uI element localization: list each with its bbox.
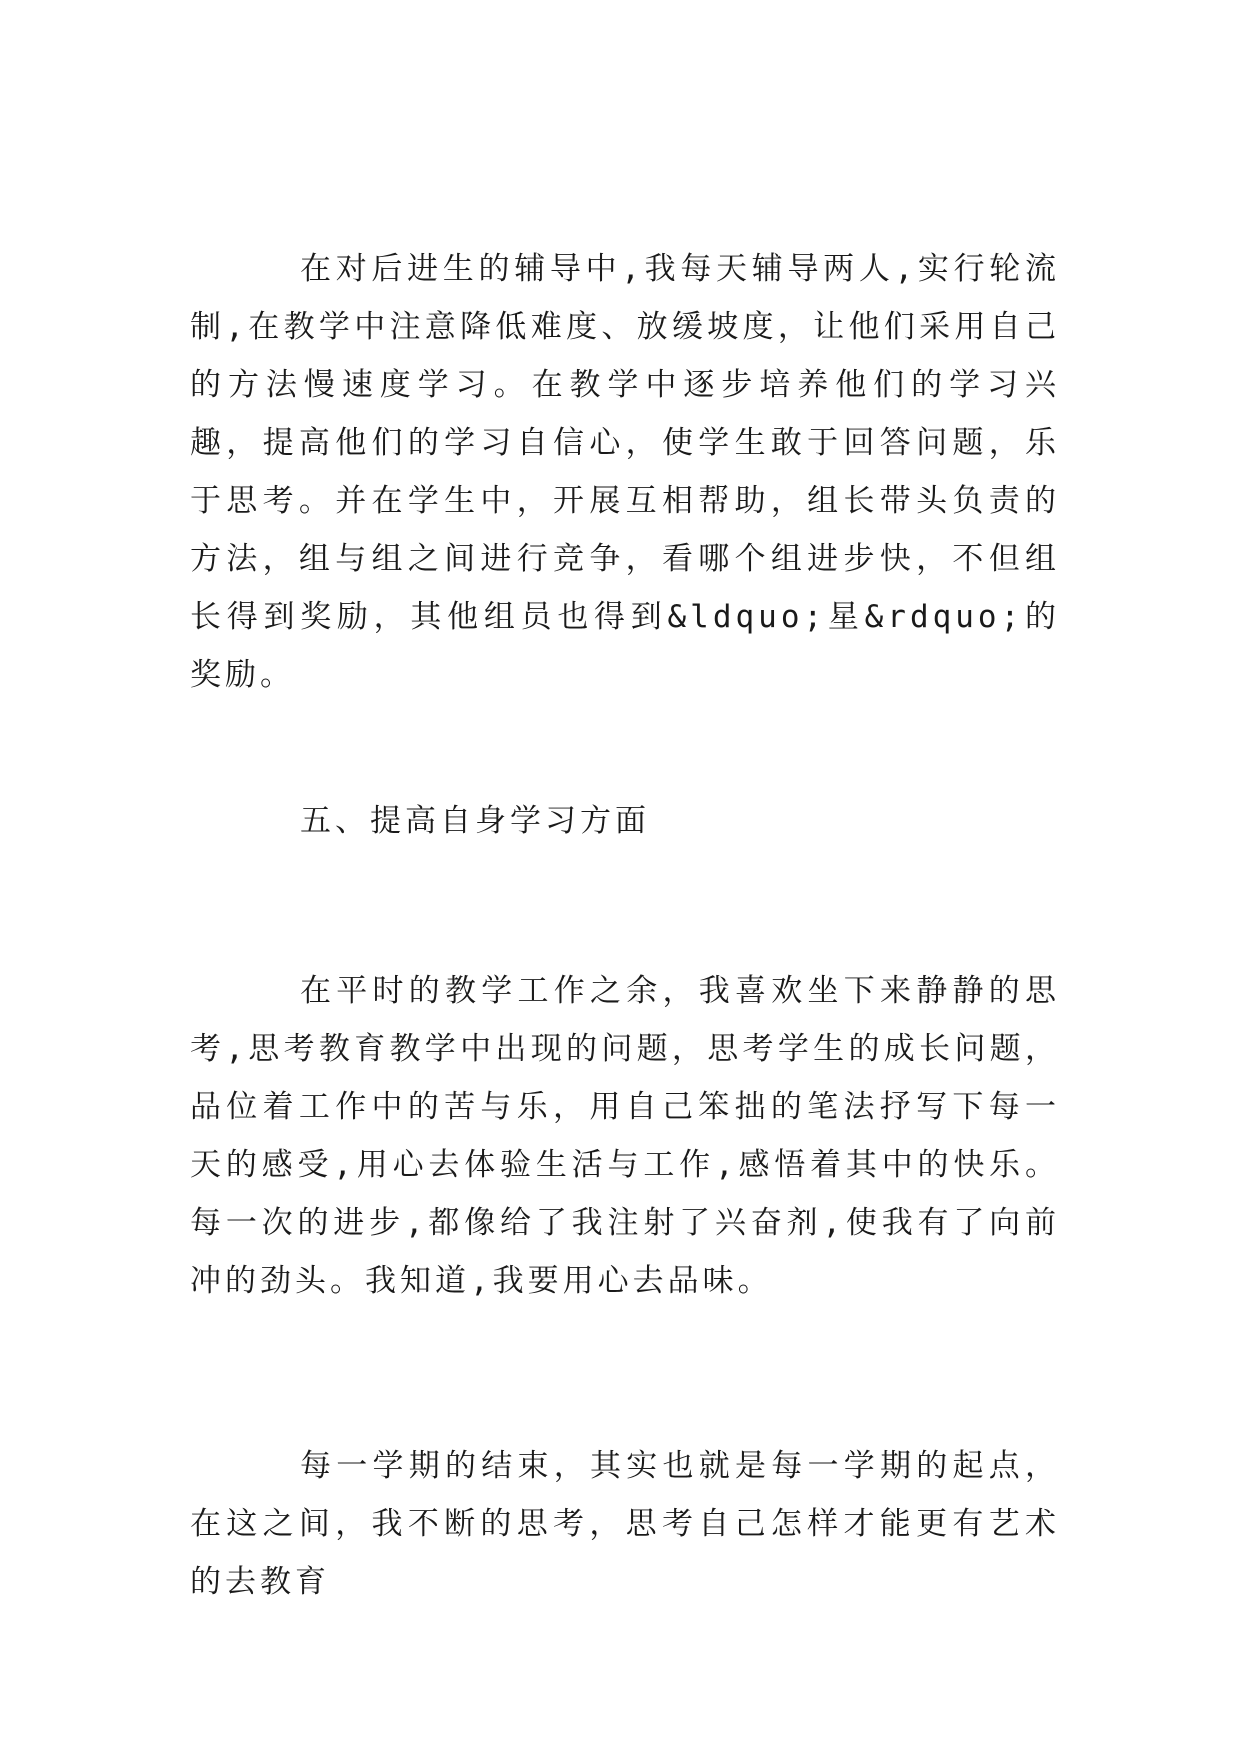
paragraph-self-reflection: 在平时的教学工作之余，我喜欢坐下来静静的思考,思考教育教学中出现的问题，思考学生的成长问题，品位着工作中的苦与乐，用自己笨拙的笔法抒写下每一天的感受,用心去体验生活与工作,感悟着其中的快乐。每一次的进步,都像给了我注射了兴奋剂,使我有了向前冲的劲头。我知道,我要用心去品味。 [190,973,1060,1299]
paragraph-tutoring-weak-students: 在对后进生的辅导中,我每天辅导两人,实行轮流制,在教学中注意降低难度、放缓坡度，让他们采用自己的方法慢速度学习。在教学中逐步培养他们的学习兴趣，提高他们的学习自信心，使学生敢于回答问题，乐于思考。并在学生中，开展互相帮助，组长带头负责的方法，组与组之间进行竞争，看哪个组进步快，不但组长得到奖励，其他组员也得到&ldquo;星&rdquo;的奖励。 [190,251,1060,693]
paragraph-semester-end: 每一学期的结束，其实也就是每一学期的起点，在这之间，我不断的思考，思考自己怎样才能更有艺术的去教育 [190,1448,1060,1600]
section-heading: 五、提高自身学习方面 [300,803,650,839]
